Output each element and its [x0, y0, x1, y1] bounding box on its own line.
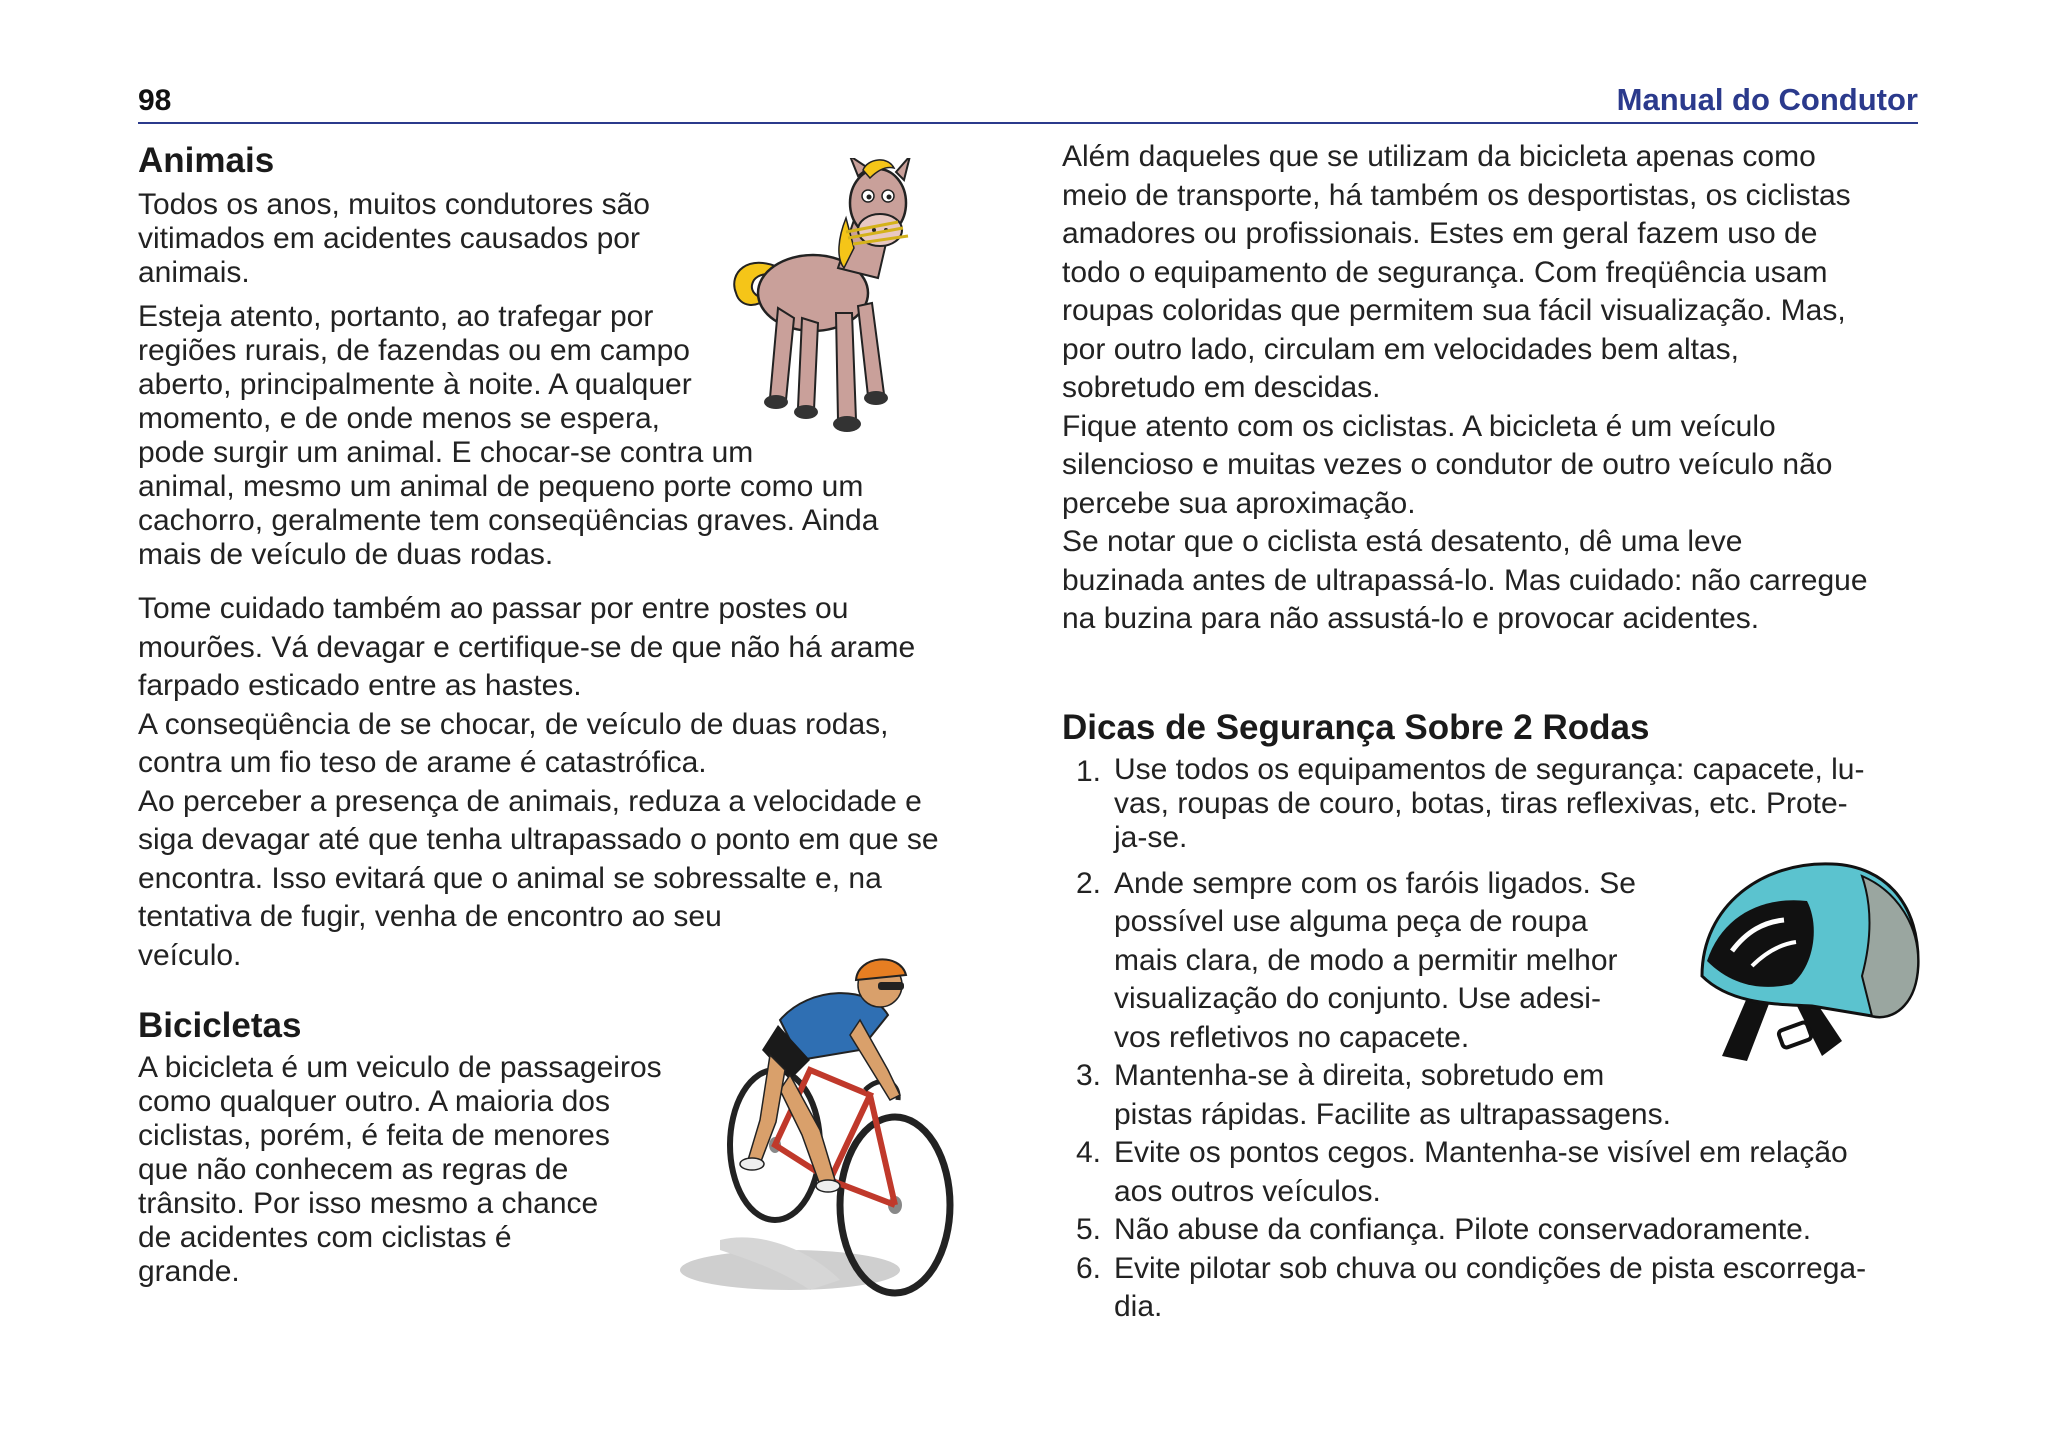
page-header — [138, 80, 1918, 124]
page-number: 98 — [138, 84, 172, 117]
animais-paragraph-1: Todos os anos, muitos condutores são vitimados em acidentes causados por animais. — [138, 188, 650, 289]
animais-paragraph-2: Esteja atento, portanto, ao trafegar por regiões rurais, de fazendas ou em campo aberto, principalmente à noite. A qualquer momento, e de onde menos se espera, pode surgir um animal. E chocar-se contra um animal, mesmo um animal de pequeno porte como um cachorro, geralmente tem conseqüências graves. Ainda mais de veículo de duas rodas. — [138, 300, 879, 571]
list-item: 3. Mantenha-se à direita, sobretudo em pistas rápidas. Facilite as ultrapassagens. — [1076, 1059, 1671, 1131]
list-item: 6. Evite pilotar sob chuva ou condições de pista escorrega- dia. — [1076, 1251, 1867, 1323]
cyclist-illustration — [660, 930, 990, 1320]
helmet-illustration — [1692, 856, 1922, 1066]
list-item: 4. Evite os pontos cegos. Mantenha-se visível em relação aos outros veículos. — [1076, 1136, 1848, 1208]
right-column — [1062, 138, 1922, 1327]
section-heading-dicas: Dicas de Segurança Sobre 2 Rodas — [1062, 707, 1650, 747]
section-heading-animais: Animais — [138, 141, 275, 180]
horse-illustration — [718, 158, 923, 438]
animais-paragraph-3: Tome cuidado também ao passar por entre postes ou mourões. Vá devagar e certifique-se de que não há arame farpado esticado entre as hastes. A conseqüência de se chocar, de veículo de duas rodas, contra um fio teso de arame é catastrófica. Ao perceber a presença de animais, reduza a velocidade e siga devagar até que tenha ultrapassado o ponto em que se encontra. Isso evitará que o animal se sobressalte e, na tentativa de fugir, venha de encontro ao seu veículo. — [138, 592, 939, 972]
manual-title: Manual do Condutor — [1616, 82, 1918, 117]
list-item: 5. Não abuse da confiança. Pilote conservadoramente. — [1076, 1213, 1812, 1246]
ciclistas-paragraph: Além daqueles que se utilizam da bicicleta apenas como meio de transporte, há também os desportistas, os ciclistas amadores ou profissionais. Estes em geral fazem uso de todo o equipamento de segurança. Com freqüência usam roupas coloridas que permitem sua fácil visualização. Mas, por outro lado, circulam em velocidades bem altas, sobretudo em descidas. Fique atento com os ciclistas. A bicicleta é um veículo silencioso e muitas vezes o condutor de outro veículo não percebe sua aproximação. Se notar que o ciclista está desatento, dê uma leve buzinada antes de ultrapassá-lo. Mas cuidado: não carregue na buzina para não assustá-lo e provocar acidentes. — [1062, 140, 1868, 635]
list-item: 1. Use todos os equipamentos de segurança: capacete, lu- vas, roupas de couro, botas, tiras reflexivas, etc. Prote- ja-se. — [1076, 752, 1865, 854]
section-heading-bicicletas: Bicicletas — [138, 1006, 302, 1045]
bicicletas-paragraph: A bicicleta é um veiculo de passageiros como qualquer outro. A maioria dos ciclistas, porém, é feita de menores que não conhecem as regras de trânsito. Por isso mesmo a chance de acidentes com ciclistas é grande. — [138, 1051, 662, 1288]
list-item: 2. Ande sempre com os faróis ligados. Se possível use alguma peça de roupa mais clara, de modo a permitir melhor visualização do conjunto. Use adesi- vos refletivos no capacete. — [1076, 866, 1636, 1054]
